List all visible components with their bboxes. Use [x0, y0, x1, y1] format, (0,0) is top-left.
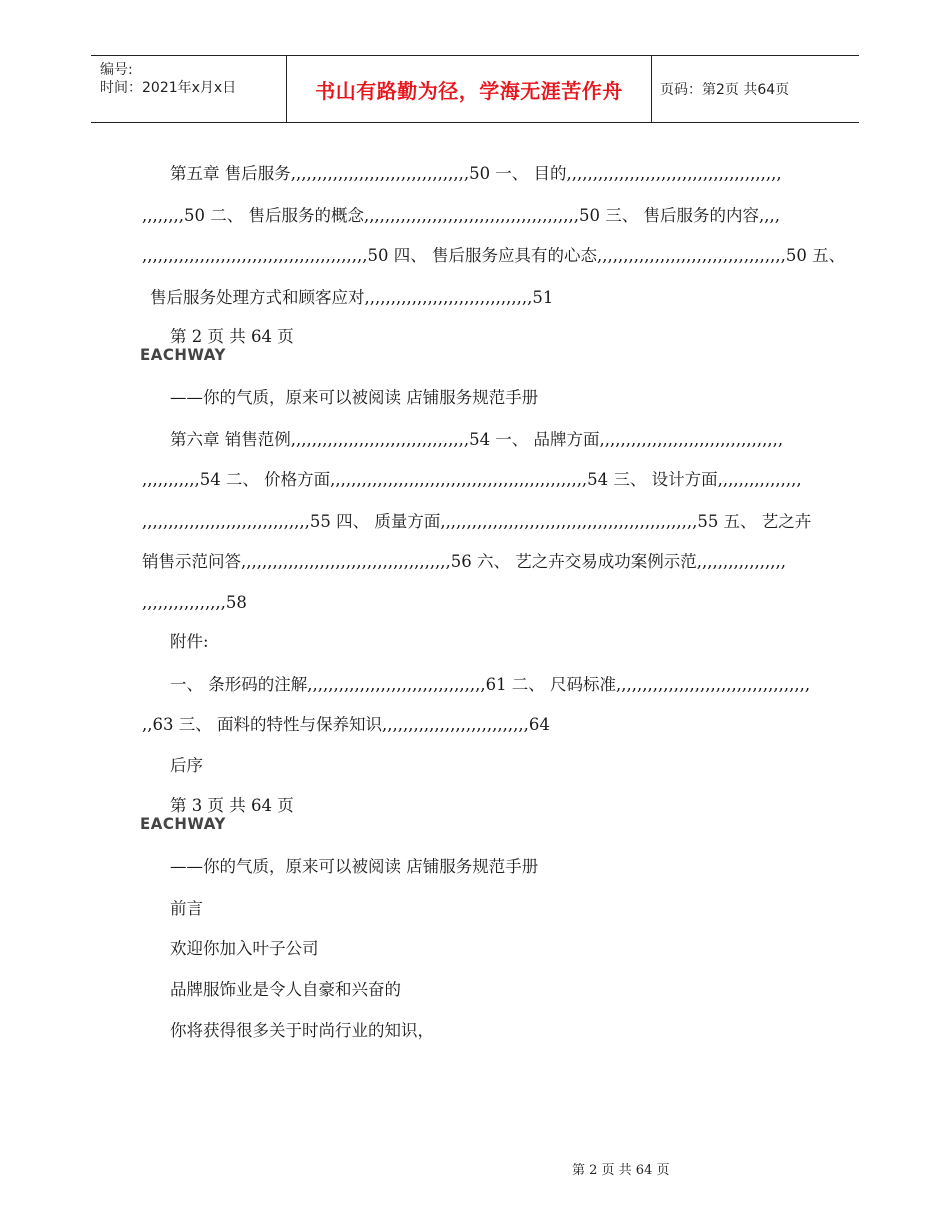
toc-line: 售后服务处理方式和顾客应对,,,,,,,,,,,,,,,,,,,,,,,,,,,,,,,,51	[150, 288, 554, 307]
header-motto-cell	[286, 56, 652, 122]
toc-line: 销售示范问答,,,,,,,,,,,,,,,,,,,,,,,,,,,,,,,,,,,,,,,,56 六、 艺之卉交易成功案例示范,,,,,,,,,,,,,,,,,	[142, 552, 786, 571]
toc-line: ,,,,,,,,,,,,,,,,,,,,,,,,,,,,,,,,,,,,,,,,,,,50 四、 售后服务应具有的心态,,,,,,,,,,,,,,,,,,,,,,,,,,,,,,,,,,,,50 五、	[142, 246, 846, 265]
toc-line: ,,,,,,,,,,,54 二、 价格方面,,,,,,,,,,,,,,,,,,,,,,,,,,,,,,,,,,,,,,,,,,,,,,,,,54 三、 设计方面,,,,,,,,,,,,,,,,	[142, 470, 802, 489]
header-motto: 书山有路勤为径，学海无涯苦作舟	[315, 78, 623, 103]
toc-line: ,,,,,,,,50 二、 售后服务的概念,,,,,,,,,,,,,,,,,,,,,,,,,,,,,,,,,,,,,,,,,50 三、 售后服务的内容,,,,	[142, 206, 780, 225]
document-number-label: 编号:	[100, 62, 133, 78]
afterword-heading: 后序	[170, 756, 203, 775]
appendix-heading: 附件:	[170, 632, 209, 651]
page-number-line: 第 3 页 共 64 页	[170, 796, 294, 815]
toc-line: 一、 条形码的注解,,,,,,,,,,,,,,,,,,,,,,,,,,,,,,,,,,61 二、 尺码标准,,,,,,,,,,,,,,,,,,,,,,,,,,,,,,,,,,,,,	[170, 675, 811, 694]
header-page-cell	[650, 56, 859, 122]
toc-line: ,,63 三、 面料的特性与保养知识,,,,,,,,,,,,,,,,,,,,,,,,,,,,64	[142, 715, 550, 734]
header-page-label: 页码：第2页 共64页	[660, 82, 790, 98]
toc-line: 第六章 销售范例,,,,,,,,,,,,,,,,,,,,,,,,,,,,,,,,,,54 一、 品牌方面,,,,,,,,,,,,,,,,,,,,,,,,,,,,,,,,,,,	[170, 430, 784, 449]
preface-heading: 前言	[170, 899, 203, 918]
paragraph-line: 品牌服饰业是令人自豪和兴奋的	[170, 980, 401, 999]
running-title: ——你的气质，原来可以被阅读 店铺服务规范手册	[170, 388, 539, 407]
running-title: ——你的气质，原来可以被阅读 店铺服务规范手册	[170, 857, 539, 876]
toc-line: 第五章 售后服务,,,,,,,,,,,,,,,,,,,,,,,,,,,,,,,,,,50 一、 目的,,,,,,,,,,,,,,,,,,,,,,,,,,,,,,,,,,,,,,,,,	[170, 164, 782, 183]
toc-line: ,,,,,,,,,,,,,,,,58	[142, 593, 247, 612]
header-meta-cell	[91, 56, 286, 122]
page-header	[91, 55, 859, 123]
paragraph-line: 欢迎你加入叶子公司	[170, 939, 319, 958]
toc-line: ,,,,,,,,,,,,,,,,,,,,,,,,,,,,,,,,55 四、 质量方面,,,,,,,,,,,,,,,,,,,,,,,,,,,,,,,,,,,,,,,,,,,,,,,,,55 五、 艺之卉	[142, 512, 812, 531]
document-time-label: 时间：2021年x月x日	[100, 80, 237, 96]
page-number-line: 第 2 页 共 64 页	[170, 327, 294, 346]
eachway-logo: EACHWAY	[140, 814, 226, 834]
page-footer: 第 2 页 共 64 页	[572, 1163, 670, 1178]
eachway-logo: EACHWAY	[140, 345, 226, 365]
paragraph-line: 你将获得很多关于时尚行业的知识，	[170, 1021, 434, 1040]
